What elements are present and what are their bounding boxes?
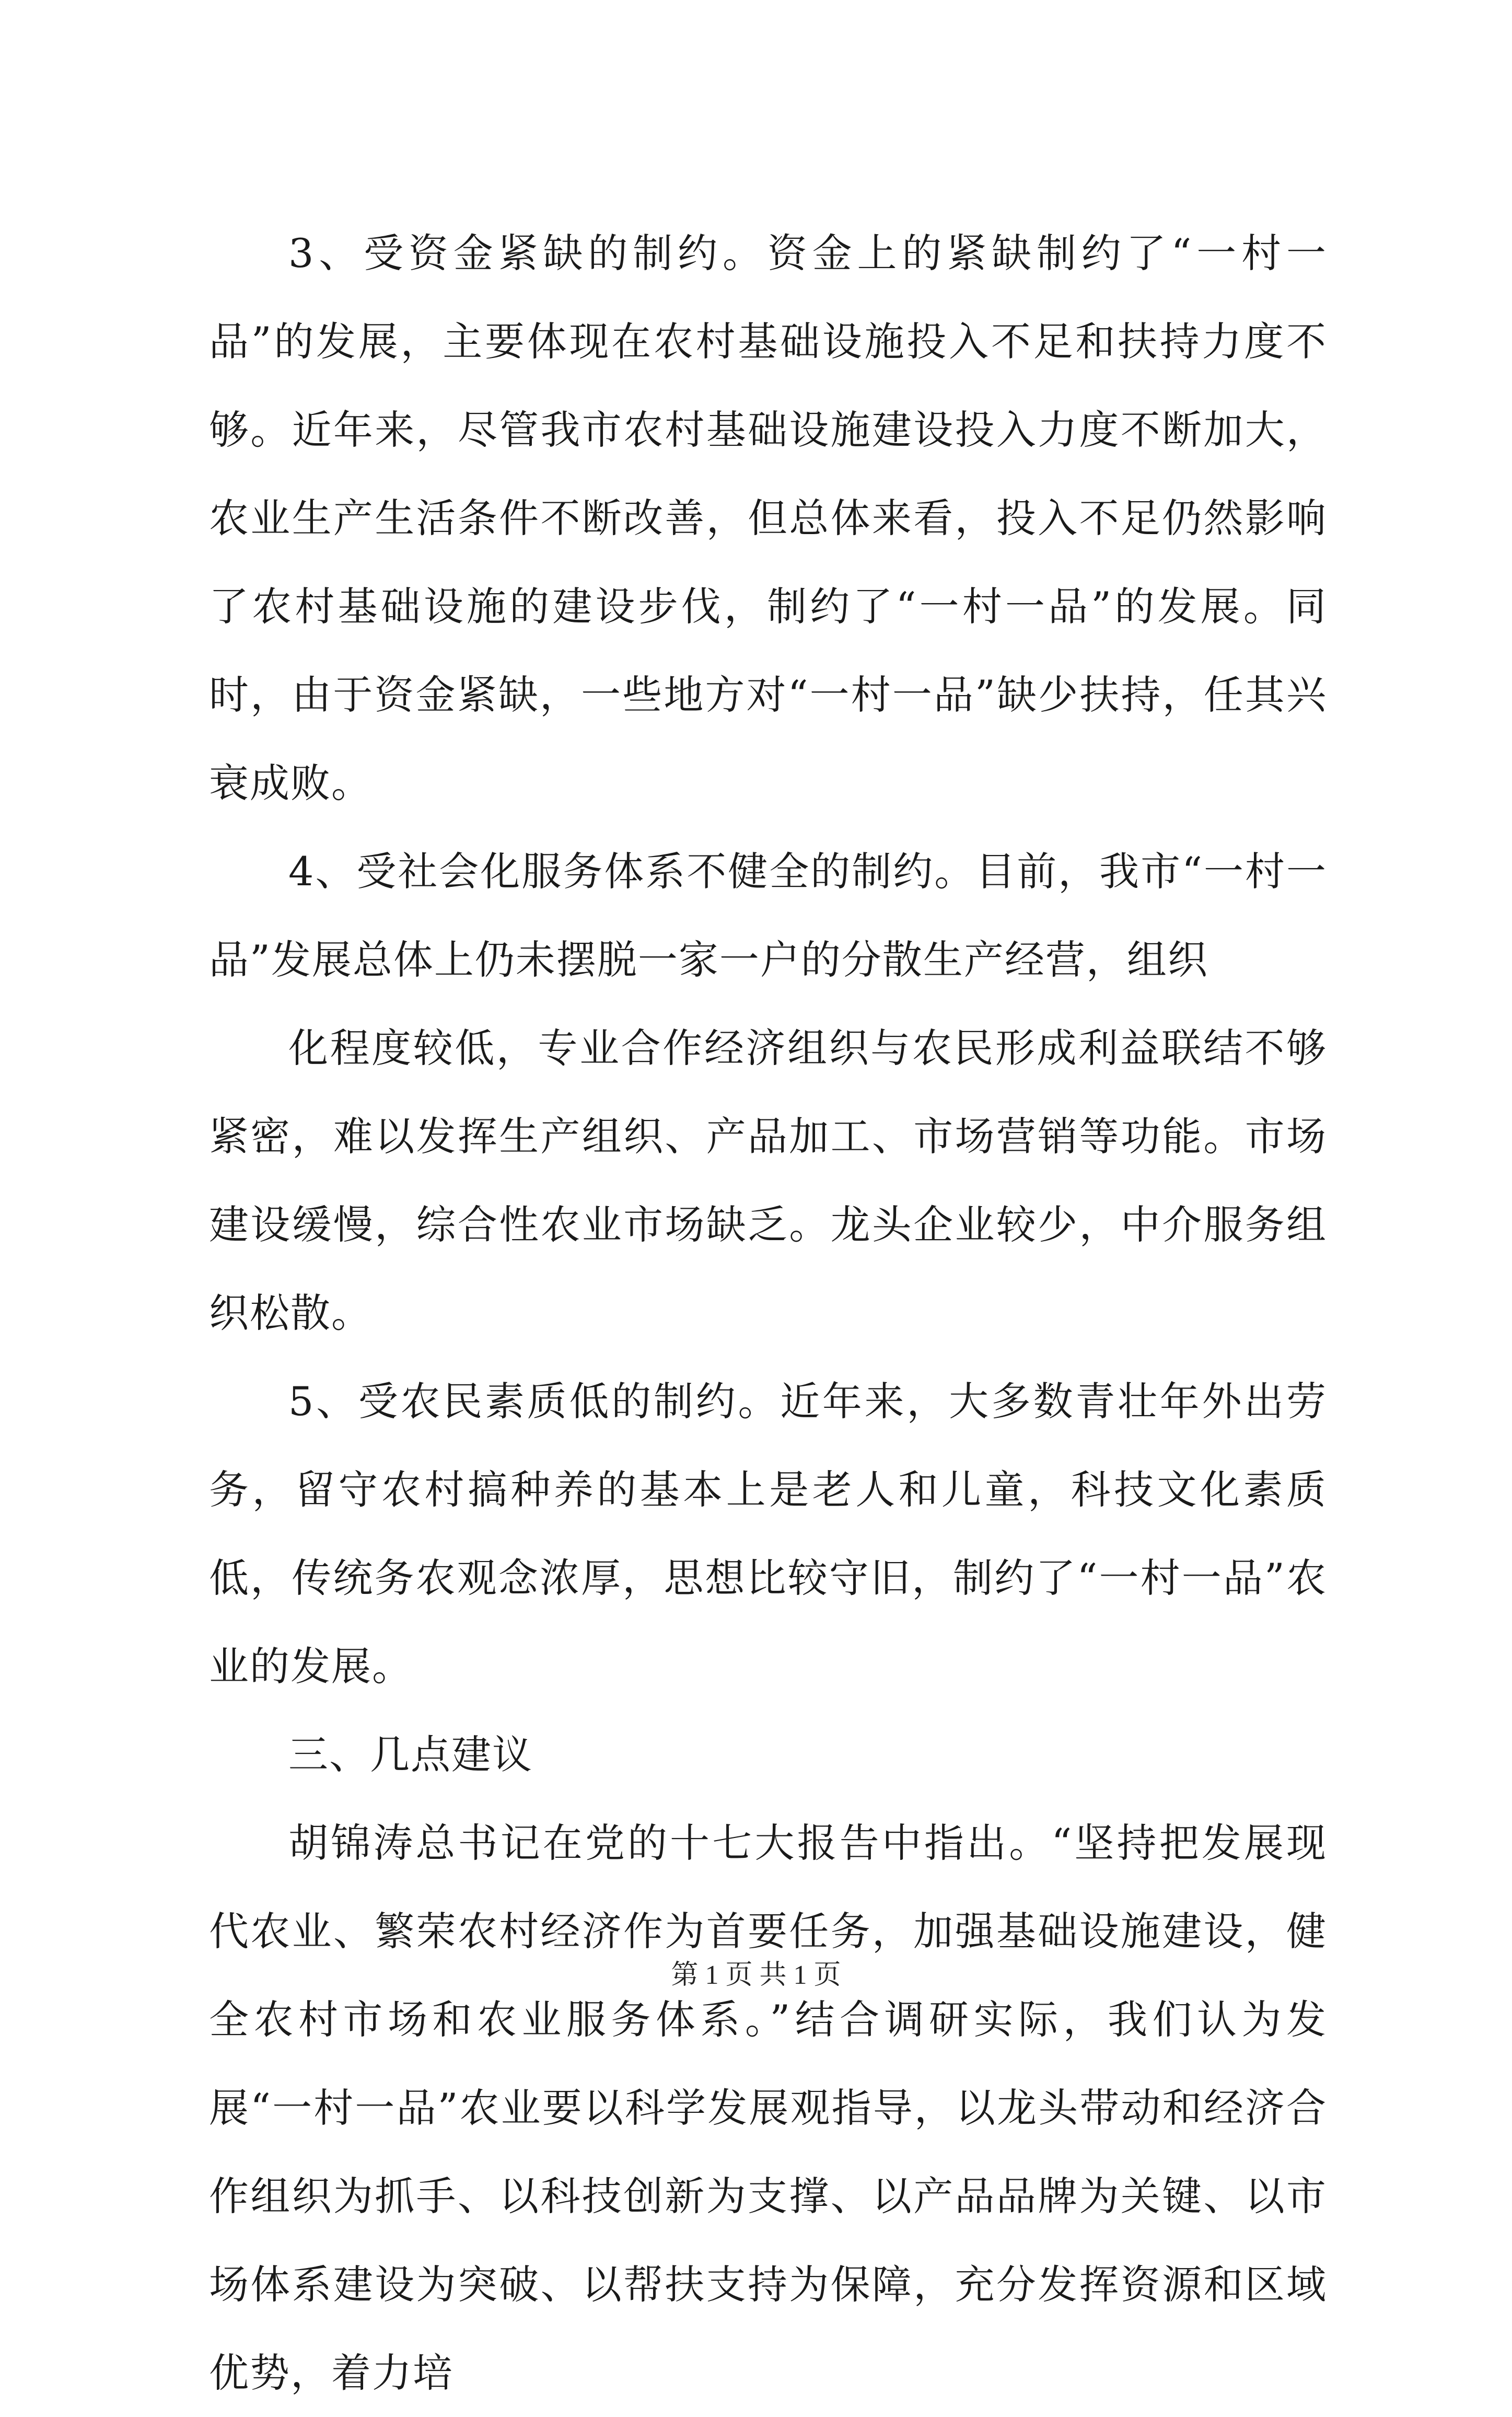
section-heading-suggestions: 三、几点建议	[288, 1731, 533, 1778]
paragraph-organization-level: 化程度较低，专业合作经济组织与农民形成利益联结不够紧密，难以发挥生产组织、产品加工、市场营销等功能。市场建设缓慢，综合性农业市场缺乏。龙头企业较少，中介服务组织松散。	[209, 1025, 1327, 1336]
paragraph-funding-constraint: 3、受资金紧缺的制约。资金上的紧缺制约了“一村一品”的发展，主要体现在农村基础设施投入不足和扶持力度不够。近年来，尽管我市农村基础设施建设投入力度不断加大，农业生产生活条件不断改善，但总体来看，投入不足仍然影响了农村基础设施的建设步伐，制约了“一村一品”的发展。同时，由于资金紧缺，一些地方对“一村一品”缺少扶持，任其兴衰成败。	[209, 230, 1327, 806]
paragraph-suggestions-intro: 胡锦涛总书记在党的十七大报告中指出。“坚持把发展现代农业、繁荣农村经济作为首要任务，加强基础设施建设，健全农村市场和农业服务体系。”结合调研实际，我们认为发展“一村一品”农业要以科学发展观指导，以龙头带动和经济合作组织为抓手、以科技创新为支撑、以产品品牌为关键、以市场体系建设为突破、以帮扶支持为保障，充分发挥资源和区域优势，着力培	[209, 1820, 1327, 2396]
paragraph-farmer-quality-constraint: 5、受农民素质低的制约。近年来，大多数青壮年外出劳务，留守农村搞种养的基本上是老人和儿童，科技文化素质低，传统务农观念浓厚，思想比较守旧，制约了“一村一品”农业的发展。	[209, 1378, 1327, 1690]
page-footer: 第 1 页 共 1 页	[671, 1960, 841, 1990]
document-body	[209, 209, 1327, 2417]
paragraph-service-system-constraint: 4、受社会化服务体系不健全的制约。目前，我市“一村一品”发展总体上仍未摆脱一家一户的分散生产经营，组织	[209, 848, 1327, 983]
